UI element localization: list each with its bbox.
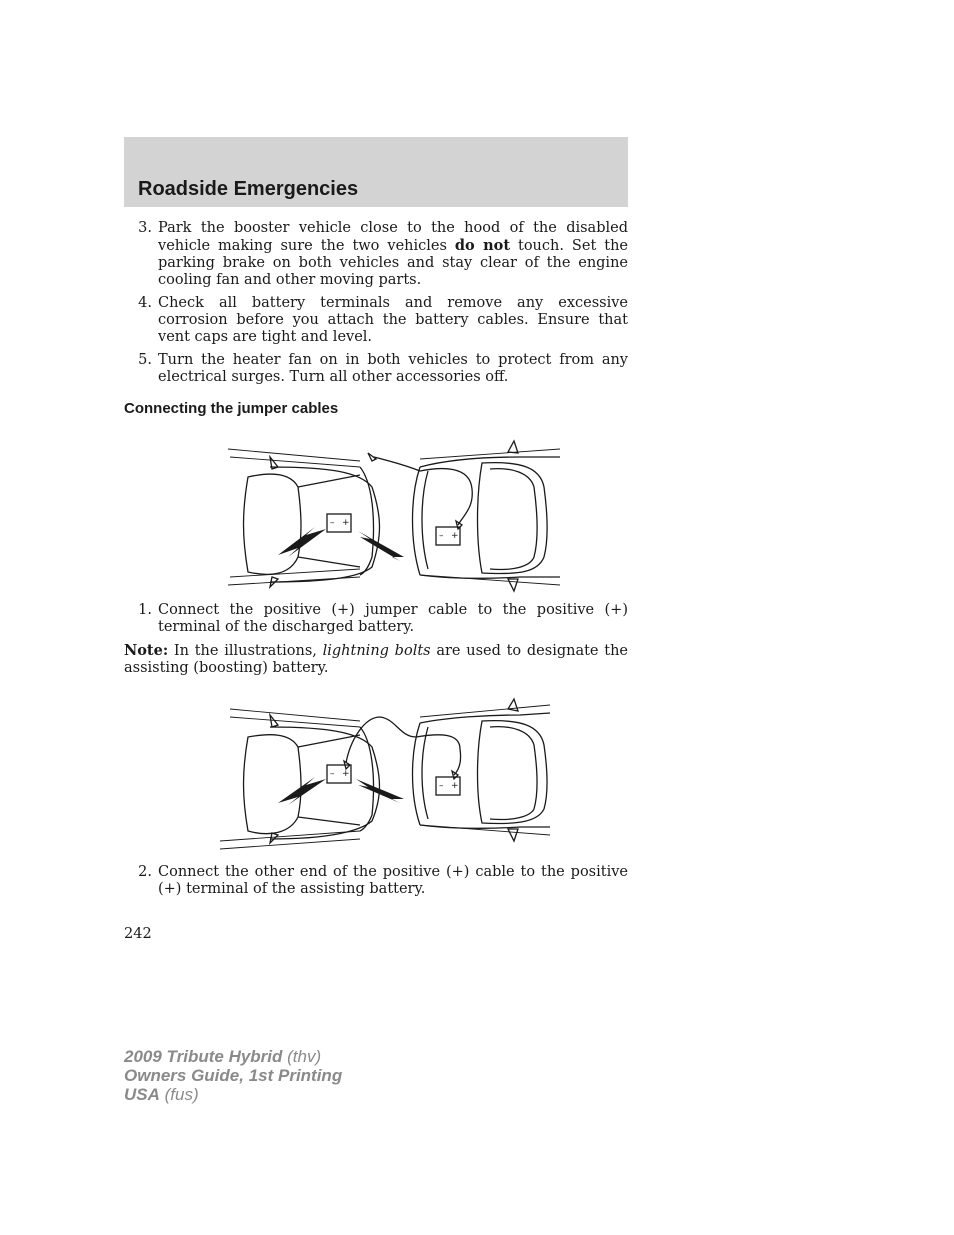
car-diagram-2 (124, 691, 628, 856)
note-text: are used to designate the assisting (boosting) battery. (124, 643, 628, 676)
lightning-bolt-icon (358, 531, 404, 561)
step-number: 5. (138, 352, 152, 368)
battery-plus-label: + (451, 781, 459, 791)
step-5 (124, 352, 628, 386)
battery-plus-label: + (451, 531, 459, 541)
figure-jumper-cables-step2 (124, 691, 628, 856)
disabled-car (413, 441, 561, 591)
subheading: Connecting the jumper cables (124, 400, 339, 417)
footer-edition-info (124, 1047, 342, 1104)
footer-text: 2009 Tribute Hybrid (124, 1047, 283, 1066)
car-diagram-1 (124, 427, 628, 602)
step-text-part: Park the booster vehicle close to the hood of the disabled vehicle making sure the two vehicles (158, 220, 628, 254)
section-header-band (124, 137, 628, 207)
step-text: Connect the positive (+) jumper cable to the positive (+) terminal of the discharged battery. (158, 602, 628, 635)
battery-disabled (436, 777, 460, 795)
step-text (152, 220, 628, 289)
lightning-bolt-icon (278, 527, 326, 557)
step-2 (124, 864, 628, 898)
disabled-car (413, 699, 551, 841)
battery-booster (327, 514, 351, 532)
battery-minus-label: – (330, 518, 335, 528)
step-text: Check all battery terminals and remove any excessive corrosion before you attach the battery cables. Ensure that vent caps are tight and level. (158, 295, 628, 345)
note-paragraph (124, 642, 628, 677)
step-text-emphasis: do not (454, 237, 511, 254)
step-number: 1. (138, 602, 152, 618)
battery-minus-label: – (330, 769, 335, 779)
battery-disabled (436, 527, 460, 545)
step-1 (124, 602, 628, 636)
battery-minus-label: – (439, 781, 444, 791)
step-number: 2. (138, 864, 152, 880)
note-label: Note: (124, 642, 169, 659)
jumper-cable (374, 457, 472, 525)
page-number: 242 (124, 926, 152, 942)
section-title: Roadside Emergencies (138, 178, 359, 200)
note-text: In the illustrations, (168, 643, 323, 659)
figure-jumper-cables-step1 (124, 427, 628, 602)
step-text: Turn the heater fan on in both vehicles to protect from any electrical surges. Turn all other accessories off. (158, 352, 628, 385)
lightning-bolt-icon (278, 777, 326, 805)
step-text: Connect the other end of the positive (+) cable to the positive (+) terminal of the assisting battery. (158, 864, 628, 897)
booster-car (220, 709, 404, 849)
footer-text: (thv) (282, 1047, 322, 1066)
footer-line-2 (124, 1066, 342, 1085)
step-number: 4. (138, 295, 152, 311)
battery-plus-label: + (342, 769, 350, 779)
step-text-part: touch. Set the parking brake on both vehicles and stay clear of the engine cooling fan and other moving parts. (158, 238, 628, 288)
step-4 (124, 295, 628, 346)
battery-plus-label: + (342, 518, 350, 528)
footer-line-3 (124, 1085, 342, 1104)
note-emphasis: lightning bolts (322, 643, 431, 659)
footer-text: Owners Guide, 1st Printing (124, 1066, 343, 1085)
page-content (124, 220, 628, 904)
battery-minus-label: – (439, 531, 444, 541)
step-number: 3. (138, 220, 152, 236)
footer-text: USA (124, 1085, 160, 1104)
booster-car (228, 449, 404, 587)
footer-text: (fus) (159, 1085, 199, 1104)
footer-line-1 (124, 1047, 342, 1066)
jumper-cable (346, 717, 461, 775)
step-3 (124, 220, 628, 289)
